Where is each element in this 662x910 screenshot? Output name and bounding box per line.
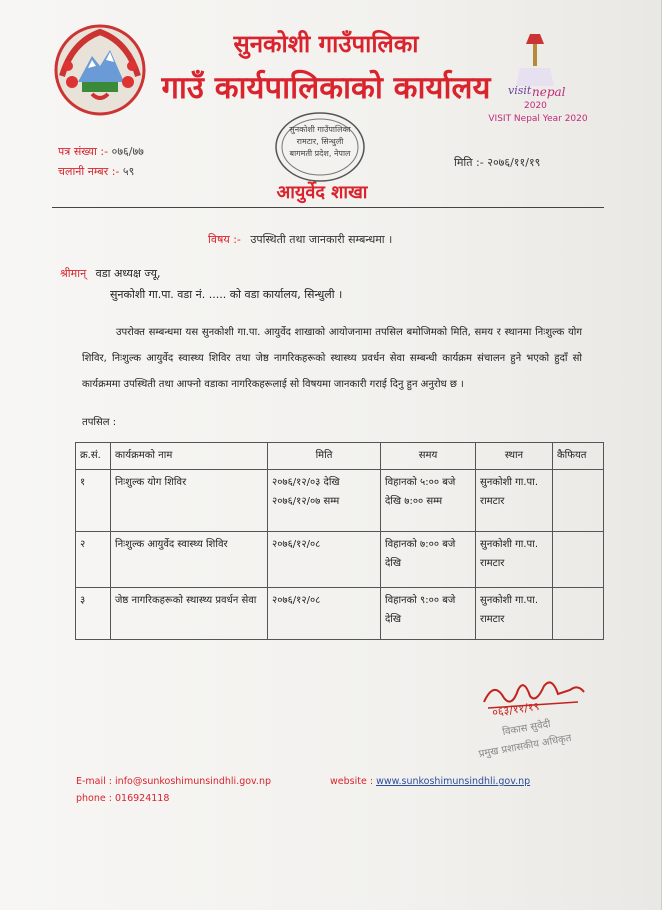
table-cell: विहानको ७:०० बजे देखि [381,532,476,588]
col-header: समय [381,443,476,470]
nepal-emblem-logo [52,22,148,118]
table-cell: सुनकोशी गा.पा. रामटार [476,532,553,588]
visit-nepal-logo [500,28,570,114]
address-line-2: सुनकोशी गा.पा. वडा नं. ..... को वडा कार्यालय, सिन्धुली । [110,288,343,301]
table-cell: विहानको ९:०० बजे देखि [381,588,476,640]
table-cell: ३ [76,588,111,640]
office-title: गाउँ कार्यपालिकाको कार्यालय [161,70,491,106]
visit-nepal-caption: VISIT Nepal Year 2020 [488,114,588,124]
address-line-1: श्रीमान् वडा अध्यक्ष ज्यू, [60,267,161,280]
footer-email: E-mail : info@sunkoshimunsindhli.gov.np [76,776,271,787]
tapsil-label: तपसिल : [82,417,117,428]
table-cell: विहानको ५:०० बजे देखि ७:०० सम्म [381,470,476,532]
table-cell: २०७६/१२/०३ देखि २०७६/१२/०७ सम्म [268,470,381,532]
footer-phone: phone : 016924118 [76,793,170,804]
table-row [76,532,604,588]
header-divider [52,207,604,208]
signature-block [478,672,598,761]
stamp-line-3: बागमती प्रदेश, नेपाल [289,149,351,158]
table-cell: १ [76,470,111,532]
subject-line: विषय :- उपस्थिती तथा जानकारी सम्बन्धमा । [208,233,393,246]
table-cell: निःशुल्क आयुर्वेद स्वास्थ्य शिविर [111,532,268,588]
table-cell: सुनकोशी गा.पा. रामटार [476,470,553,532]
table-cell: २०७६/१२/०८ [268,588,381,640]
office-stamp [270,110,370,184]
svg-text:visit: visit [508,84,532,97]
table-cell: २ [76,532,111,588]
col-header: कार्यक्रमको नाम [111,443,268,470]
table-cell [553,588,604,640]
table-row [76,588,604,640]
col-header: कैफियत [553,443,604,470]
col-header: मिति [268,443,381,470]
table-header-row [76,443,604,470]
col-header: स्थान [476,443,553,470]
table-cell: सुनकोशी गा.पा. रामटार [476,588,553,640]
table-cell: जेष्ठ नागरिकहरूको स्थास्थ्य प्रवर्धन सेवा [111,588,268,640]
table-cell [553,532,604,588]
stamp-line-2: रामटार, सिन्धुली [296,137,344,146]
svg-text:2020: 2020 [524,101,547,111]
program-table [75,442,604,640]
col-header: क्र.सं. [76,443,111,470]
signatory-title: प्रमुख प्रशासकीय अधिकृत [478,732,573,761]
table-row [76,470,604,532]
chalani-number: चलानी नम्बर :- ५९ [58,165,135,178]
letter-date: मिति :- २०७६/११/१९ [454,156,541,169]
email-link[interactable]: info@sunkoshimunsindhli.gov.np [115,776,271,787]
website-link[interactable]: www.sunkoshimunsindhli.gov.np [376,776,531,787]
table-cell: निःशुल्क योग शिविर [111,470,268,532]
stamp-line-1: सुनकोशी गाउँपालिका [289,125,351,134]
patra-sankhya: पत्र संख्या :- ०७६/७७ [58,145,144,158]
signature-date: ०६३/११/१९ [491,699,541,720]
body-paragraph: उपरोक्त सम्बन्धमा यस सुनकोशी गा.पा. आयुर्वेद शाखाको आयोजनामा तपसिल बमोजिमको मिति, समय र स्थानमा निःशुल्क योग शिविर, निःशुल्क आयुर्वेद स्वास्थ्य शिविर तथा जेष्ठ नागरिकहरूको स्थास्थ्य प्रवर्धन सेवा सम्बन्धी कार्यक्रम संचालन हुने भएको हुदाँ सो कार्यक्रममा उपस्थिती तथा आफ्नो वडाका नागरिकहरूलाई सो विषयमा जानकारी गराई दिनु हुन अनुरोध छ । [82,327,582,390]
section-title: आयुर्वेद शाखा [276,182,368,203]
signatory-name: विकास सुवेदी [501,718,552,739]
svg-text:nepal: nepal [532,85,566,99]
table-cell [553,470,604,532]
table-cell: २०७६/१२/०८ [268,532,381,588]
municipality-title: सुनकोशी गाउँपालिका [233,30,419,58]
footer-website: website : www.sunkoshimunsindhli.gov.np [330,776,531,787]
